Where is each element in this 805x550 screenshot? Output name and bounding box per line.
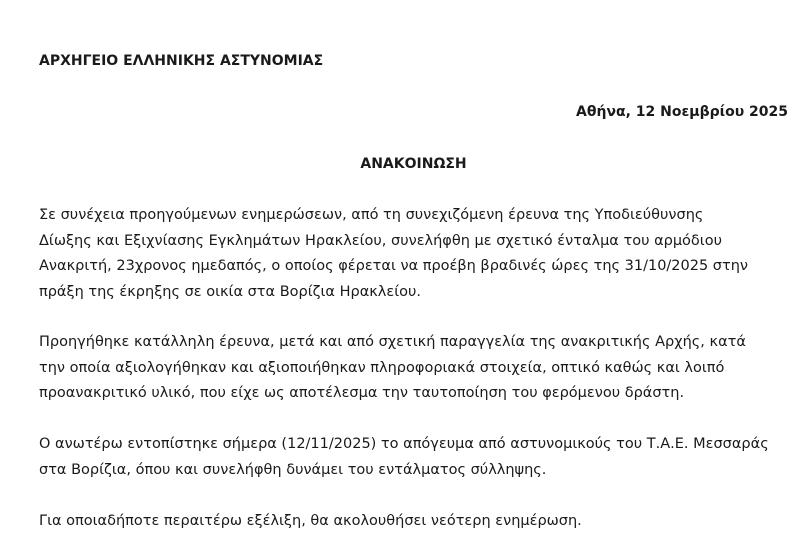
paragraph-line: Δίωξης και Εξιχνίασης Εγκλημάτων Ηρακλείου, συνελήφθη με σχετικό ένταλμα του αρμόδιου [39, 232, 722, 249]
paragraph-line: Προηγήθηκε κατάλληλη έρευνα, μετά και από σχετική παραγγελία της ανακριτικής Αρχής, κατά [39, 334, 746, 350]
paragraph-line: προανακριτικό υλικό, που είχε ως αποτέλεσμα την ταυτοποίηση του φερόμενου δράστη. [39, 385, 685, 402]
paragraph-line: Ο ανωτέρω εντοπίστηκε σήμερα (12/11/2025) το απόγευμα από αστυνομικούς του Τ.Α.Ε. Μεσσαράς [39, 436, 769, 452]
organization-heading: ΑΡΧΗΓΕΙΟ ΕΛΛΗΝΙΚΗΣ ΑΣΤΥΝΟΜΙΑΣ [39, 53, 324, 69]
document-title: ΑΝΑΚΟΙΝΩΣΗ [360, 156, 467, 172]
date-line: Αθήνα, 12 Νοεμβρίου 2025 [576, 104, 788, 120]
paragraph-1 [39, 203, 791, 305]
paragraph-2 [39, 330, 791, 407]
paragraph-3 [39, 432, 791, 483]
paragraph-line: πράξη της έκρηξης σε οικία στα Βορίζια Ηρακλείου. [39, 283, 422, 300]
paragraph-line: στα Βορίζια, όπου και συνελήφθη δυνάμει του εντάλματος σύλληψης. [39, 461, 547, 478]
paragraph-line: την οποία αξιολογήθηκαν και αξιοποιήθηκαν πληροφοριακά στοιχεία, οπτικό καθώς και λοιπό [39, 359, 725, 376]
paragraph-4 [39, 509, 791, 535]
paragraph-line: Σε συνέχεια προηγούμενων ενημερώσεων, από τη συνεχιζόμενη έρευνα της Υποδιεύθυνσης [39, 207, 704, 223]
paragraph-line: Ανακριτή, 23χρονος ημεδαπός, ο οποίος φέρεται να προέβη βραδινές ώρες της 31/10/2025 στην [39, 258, 749, 275]
paragraph-line: Για οποιαδήποτε περαιτέρω εξέλιξη, θα ακολουθήσει νεότερη ενημέρωση. [39, 513, 582, 529]
